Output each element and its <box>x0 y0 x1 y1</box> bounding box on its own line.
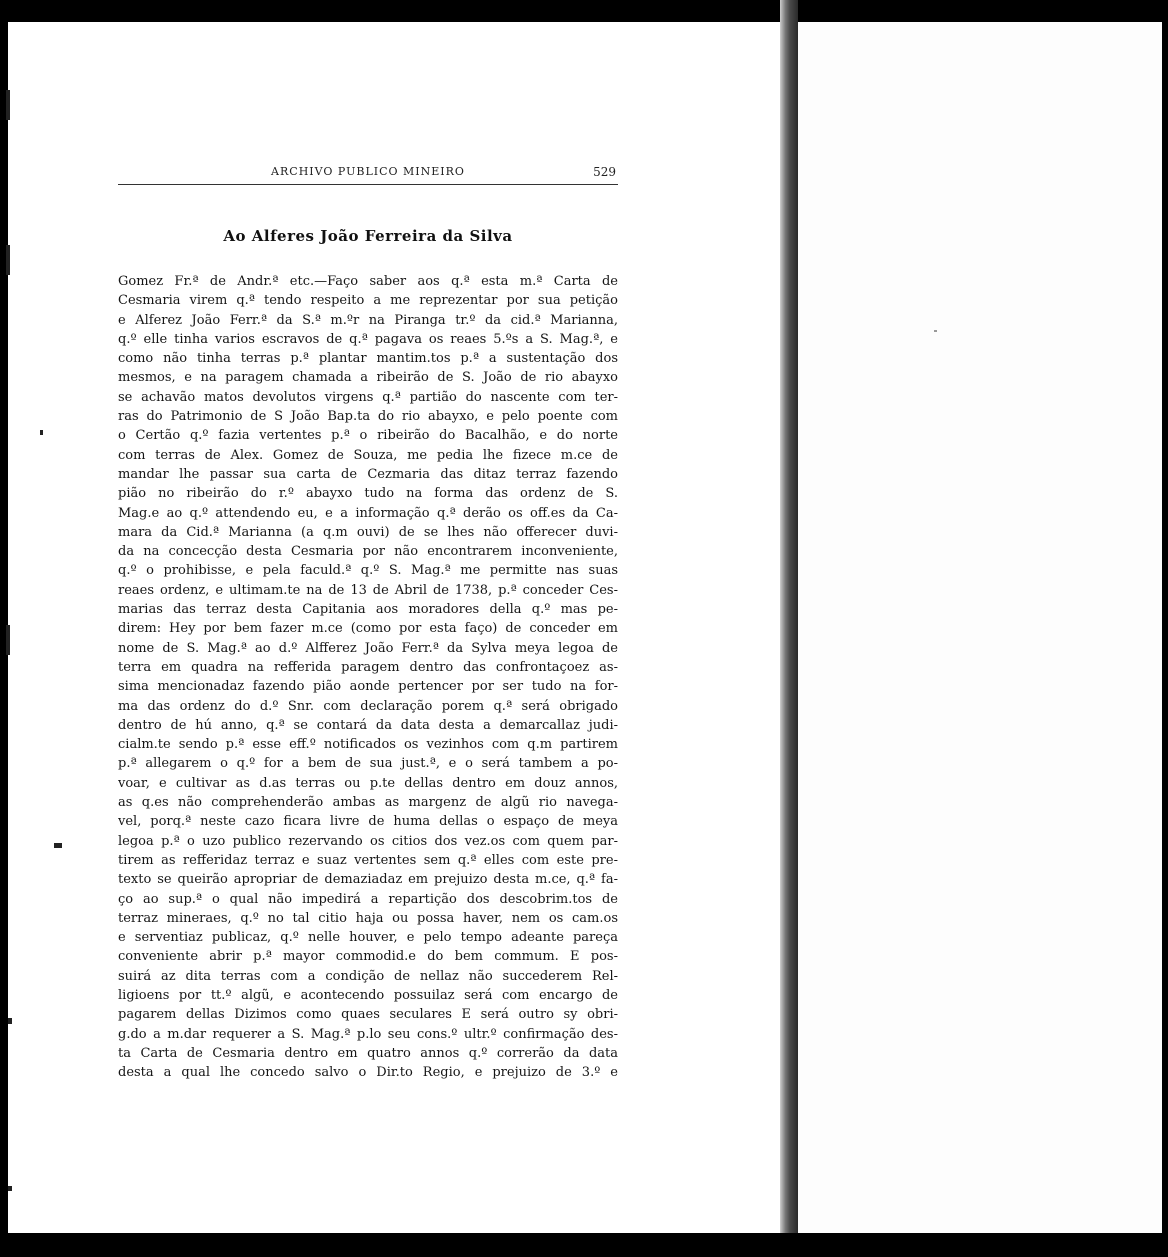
document-body <box>118 272 618 1082</box>
body-line: Cesmaria virem q.ª tendo respeito a me reprezentar por sua petição <box>118 293 618 309</box>
body-line: pião no ribeirão do r.º abayxo tudo na forma das ordenz de S. <box>118 486 618 502</box>
body-line: tirem as refferidaz terraz e suaz vertentes sem q.ª elles com este pre- <box>118 852 618 868</box>
body-line: ligioens por tt.º algũ, e acontecendo possuilaz será com encargo de <box>118 987 618 1003</box>
body-line: Mag.e ao q.º attendendo eu, e a informação q.ª derão os off.es da Ca- <box>118 505 618 521</box>
scan-top-border <box>0 0 1168 22</box>
body-line: direm: Hey por bem fazer m.ce (como por esta faço) de conceder em <box>118 621 618 637</box>
scan-speck <box>54 843 62 848</box>
body-line: dentro de hú anno, q.ª se contará da data desta a demarcallaz judi- <box>118 717 618 733</box>
body-line: cialm.te sendo p.ª esse eff.º notificados os vezinhos com q.m partirem <box>118 737 618 753</box>
body-line: marias das terraz desta Capitania aos moradores della q.º mas pe- <box>118 602 618 618</box>
body-line: reaes ordenz, e ultimam.te na de 13 de Abril de 1738, p.ª conceder Ces- <box>118 582 618 598</box>
body-line: pagarem dellas Dizimos como quaes seculares E será outro sy obri- <box>118 1007 618 1023</box>
scan-bottom-border <box>0 1233 1168 1257</box>
body-line: o Certão q.º fazia vertentes p.ª o ribeirão do Bacalhão, e do norte <box>118 428 618 444</box>
body-line: ta Carta de Cesmaria dentro em quatro annos q.º correrão da data <box>118 1045 618 1061</box>
body-line: vel, porq.ª neste cazo ficara livre de huma dellas o espaço de meya <box>118 814 618 830</box>
body-line: como não tinha terras p.ª plantar mantim.tos p.ª a sustentação dos <box>118 351 618 367</box>
body-line: nome de S. Mag.ª ao d.º Alfferez João Ferr.ª da Sylva meya legoa de <box>118 640 618 656</box>
body-line: legoa p.ª o uzo publico rezervando os citios dos vez.os com quem par- <box>118 833 618 849</box>
body-line: mara da Cid.ª Marianna (a q.m ouvi) de se lhes não offerecer duvi- <box>118 524 618 540</box>
body-line: as q.es não comprehenderão ambas as margenz de algũ rio navega- <box>118 795 618 811</box>
scan-speck <box>8 1018 12 1024</box>
body-line: sima mencionadaz fazendo pião aonde pertencer por ser tudo na for- <box>118 679 618 695</box>
body-line: q.º elle tinha varios escravos de q.ª pagava os reaes 5.ºs a S. Mag.ª, e <box>118 331 618 347</box>
body-line: se achavão matos devolutos virgens q.ª partião do nascente com ter- <box>118 389 618 405</box>
scan-speck <box>6 245 10 275</box>
body-line: conveniente abrir p.ª mayor commodid.e do bem commum. E pos- <box>118 949 618 965</box>
scan-speck <box>6 625 10 655</box>
body-line: ço ao sup.ª o qual não impedirá a repartição dos descobrim.tos de <box>118 891 618 907</box>
scan-speck <box>40 430 43 435</box>
page-number: 529 <box>593 165 616 179</box>
scan-speck <box>8 1186 12 1191</box>
body-line: q.º o prohibisse, e pela faculd.ª q.º S. Mag.ª me permitte nas suas <box>118 563 618 579</box>
scan-right-edge <box>1162 0 1168 1257</box>
body-line: p.ª allegarem o q.º for a bem de sua just.ª, e o será tambem a po- <box>118 756 618 772</box>
body-line: texto se queirão apropriar de demaziadaz em prejuizo desta m.ce, q.ª fa- <box>118 872 618 888</box>
header-rule <box>118 184 618 185</box>
body-line: ras do Patrimonio de S João Bap.ta do rio abayxo, e pelo poente com <box>118 409 618 425</box>
body-line: com terras de Alex. Gomez de Souza, me pedia lhe fizece m.ce de <box>118 447 618 463</box>
body-line: g.do a m.dar requerer a S. Mag.ª p.lo seu cons.º ultr.º confirmação des- <box>118 1026 618 1042</box>
scan-speck <box>934 330 937 332</box>
body-line: terraz mineraes, q.º no tal citio haja ou possa haver, nem os cam.os <box>118 910 618 926</box>
running-header-title: ARCHIVO PUBLICO MINEIRO <box>271 165 465 178</box>
body-line: terra em quadra na refferida paragem dentro das confrontaçoez as- <box>118 659 618 675</box>
body-line: Gomez Fr.ª de Andr.ª etc.—Faço saber aos q.ª esta m.ª Carta de <box>118 274 618 289</box>
body-line: mesmos, e na paragem chamada a ribeirão de S. João de rio abayxo <box>118 370 618 386</box>
scan-speck <box>6 90 10 120</box>
body-line: ma das ordenz do d.º Snr. com declaração porem q.ª será obrigado <box>118 698 618 714</box>
body-line: mandar lhe passar sua carta de Cezmaria das ditaz terraz fazendo <box>118 466 618 482</box>
body-line: e Alferez João Ferr.ª da S.ª m.ºr na Piranga tr.º da cid.ª Marianna, <box>118 312 618 328</box>
body-line: suirá az dita terras com a condição de nellaz não succederem Rel- <box>118 968 618 984</box>
body-line: e serventiaz publicaz, q.º nelle houver, e pelo tempo adeante pareça <box>118 930 618 946</box>
document-heading: Ao Alferes João Ferreira da Silva <box>223 227 513 245</box>
body-line: desta a qual lhe concedo salvo o Dir.to Regio, e prejuizo de 3.º e <box>118 1065 618 1081</box>
running-header <box>118 165 618 181</box>
body-line: voar, e cultivar as d.as terras ou p.te dellas dentro em douz annos, <box>118 775 618 791</box>
facing-blank-page <box>798 22 1162 1233</box>
body-line: da na concecção desta Cesmaria por não encontrarem inconveniente, <box>118 544 618 560</box>
book-gutter <box>780 0 798 1257</box>
